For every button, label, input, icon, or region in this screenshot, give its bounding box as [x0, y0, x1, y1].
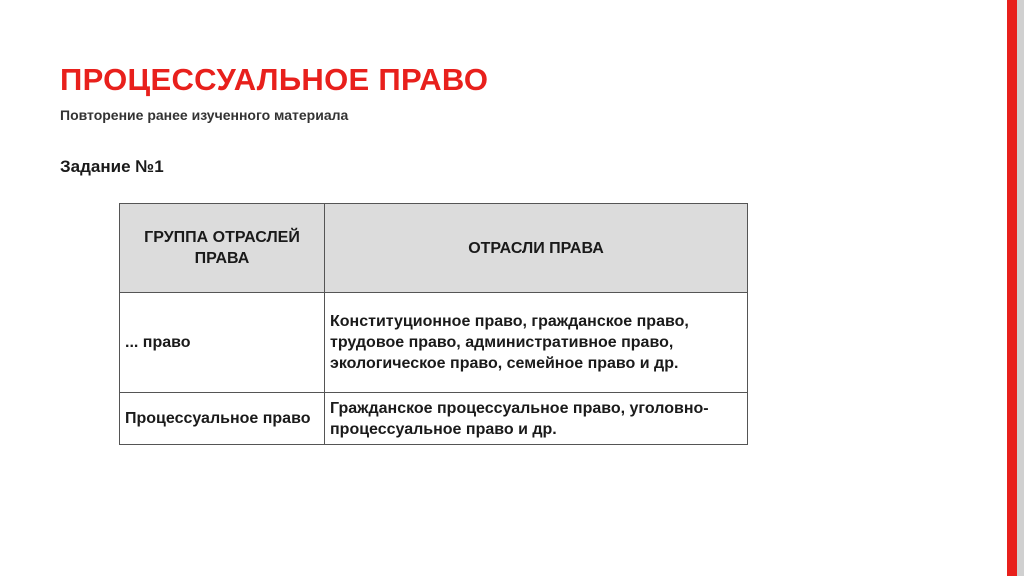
table-header-row — [120, 204, 748, 293]
slide-title: ПРОЦЕССУАЛЬНОЕ ПРАВО — [60, 62, 489, 97]
law-branches-table — [119, 203, 748, 445]
header-branches: ОТРАСЛИ ПРАВА — [325, 204, 748, 293]
table-row — [120, 293, 748, 393]
table-cell-branches: Конституционное право, гражданское право, трудовое право, административное право, экологическое право, семейное право и др. — [325, 293, 748, 393]
table-cell-group: ... право — [120, 293, 325, 393]
table-cell-group: Процессуальное право — [120, 393, 325, 445]
table-cell-branches: Гражданское процессуальное право, уголовно-процессуальное право и др. — [325, 393, 748, 445]
accent-bar — [1007, 0, 1017, 576]
header-branch-group: ГРУППА ОТРАСЛЕЙ ПРАВА — [120, 204, 325, 293]
task-label: Задание №1 — [60, 157, 164, 176]
table-row — [120, 393, 748, 445]
slide-subtitle: Повторение ранее изученного материала — [60, 107, 349, 123]
edge-bar — [1017, 0, 1024, 576]
